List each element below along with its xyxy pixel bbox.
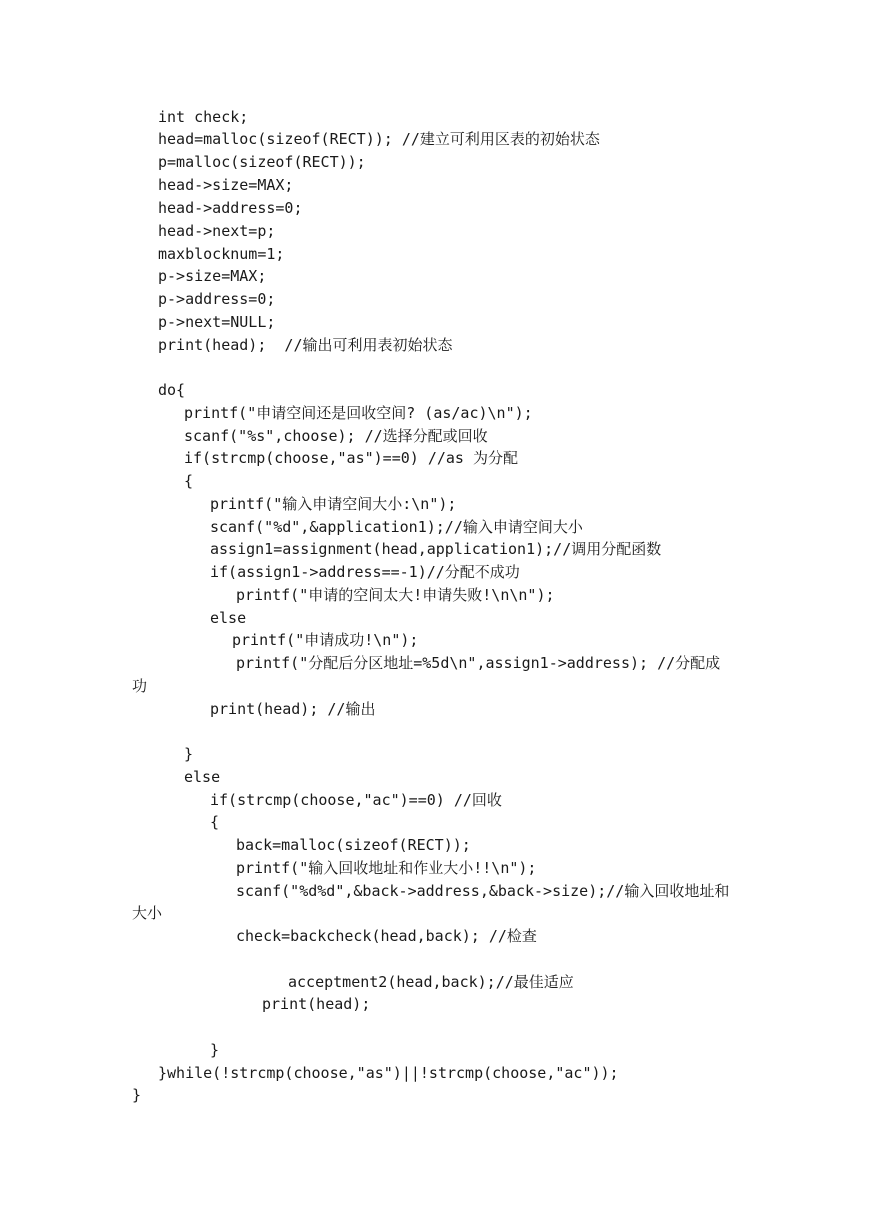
code-line-5: head->address=0; [158, 199, 303, 217]
code-line-16: { [184, 472, 194, 490]
code-line-1: int check; [158, 108, 249, 126]
code-line-11: print(head); //输出可利用表初始状态 [158, 336, 453, 354]
code-line-25: 功 [132, 677, 148, 695]
code-line-32: printf("输入回收地址和作业大小!!\n"); [236, 859, 537, 877]
code-line-4: head->size=MAX; [158, 176, 294, 194]
code-line-19: assign1=assignment(head,application1);//调用分配函数 [210, 540, 662, 558]
code-line-18: scanf("%d",&application1);//输入申请空间大小 [210, 518, 583, 536]
code-line-22: else [210, 609, 247, 627]
code-line-2: head=malloc(sizeof(RECT)); //建立可利用区表的初始状态 [158, 130, 600, 148]
code-line-7: maxblocknum=1; [158, 245, 285, 263]
code-line-37: print(head); [262, 995, 371, 1013]
code-line-9: p->address=0; [158, 290, 276, 308]
code-line-12: do{ [158, 381, 186, 399]
code-line-28: else [184, 768, 221, 786]
code-line-29: if(strcmp(choose,"ac")==0) //回收 [210, 791, 502, 809]
code-line-15: if(strcmp(choose,"as")==0) //as 为分配 [184, 449, 518, 467]
code-line-26: print(head); //输出 [210, 700, 376, 718]
code-line-31: back=malloc(sizeof(RECT)); [236, 836, 471, 854]
code-line-23: printf("申请成功!\n"); [232, 631, 419, 649]
code-line-13: printf("申请空间还是回收空间? (as/ac)\n"); [184, 404, 533, 422]
code-line-34: 大小 [132, 904, 163, 922]
code-line-3: p=malloc(sizeof(RECT)); [158, 153, 366, 171]
code-line-27: } [184, 745, 194, 763]
code-line-14: scanf("%s",choose); //选择分配或回收 [184, 427, 488, 445]
code-line-10: p->next=NULL; [158, 313, 276, 331]
code-line-39: }while(!strcmp(choose,"as")||!strcmp(choose,"ac")); [158, 1064, 619, 1082]
code-line-40: } [132, 1086, 142, 1104]
code-line-24: printf("分配后分区地址=%5d\n",assign1->address); //分配成 [236, 654, 721, 672]
code-line-17: printf("输入申请空间大小:\n"); [210, 495, 457, 513]
code-line-38: } [210, 1041, 220, 1059]
code-line-30: { [210, 813, 220, 831]
code-line-35: check=backcheck(head,back); //检查 [236, 927, 537, 945]
code-line-36: acceptment2(head,back);//最佳适应 [288, 973, 574, 991]
code-line-33: scanf("%d%d",&back->address,&back->size);//输入回收地址和 [236, 882, 730, 900]
code-line-6: head->next=p; [158, 222, 276, 240]
code-line-20: if(assign1->address==-1)//分配不成功 [210, 563, 520, 581]
code-line-8: p->size=MAX; [158, 267, 267, 285]
code-line-21: printf("申请的空间太大!申请失败!\n\n"); [236, 586, 555, 604]
